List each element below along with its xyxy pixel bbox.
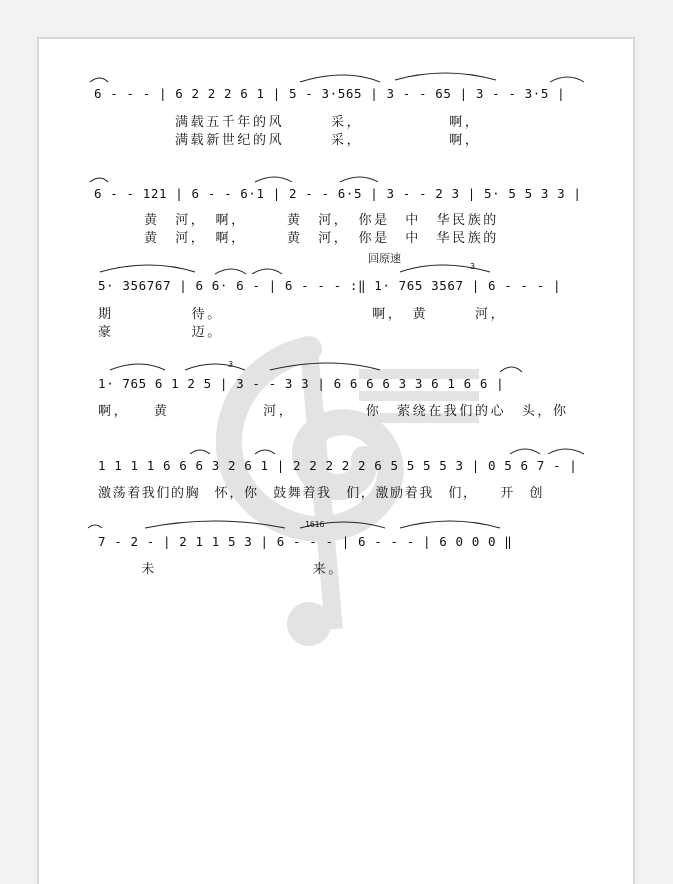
- notation-line: 7 - 2 - | 2 1 1 5 3 | 6 - - - | 6 - - - | 6 0 0 0 ‖: [98, 534, 513, 549]
- notation-line: 5· 356767 | 6 6· 6 - | 6 - - - :‖ 1· 765 3567 | 6 - - - |: [98, 278, 562, 293]
- tempo-marking: 回原速: [368, 252, 401, 265]
- triplet-mark: 3: [470, 262, 476, 271]
- lyric-line-2: 黄 河， 啊， 黄 河， 你是 中 华民族的: [144, 231, 499, 246]
- lyric-line-1: 期 待。 啊， 黄 河，: [98, 307, 507, 322]
- lyric-line-2: 豪 迈。: [98, 325, 223, 340]
- notation-line: 6 - - - | 6 2 2 2 6 1 | 5 - 3·565 | 3 - - 65 | 3 - - 3·5 |: [94, 86, 566, 101]
- notation-line: 1 1 1 1 6 6 6 3 2 6 1 | 2 2 2 2 2 6 5 5 5 5 3 | 0 5 6 7 - |: [98, 458, 578, 473]
- lyric-line-1: 满载五千年的风 采， 啊，: [175, 115, 481, 130]
- lyric-line-1: 黄 河， 啊， 黄 河， 你是 中 华民族的: [144, 213, 499, 228]
- lyric-line-1: 未 来。: [110, 562, 345, 577]
- lyric-line-1: 激荡着我们的胸 怀，你 鼓舞着我 们，激励着我 们， 开 创: [98, 486, 545, 501]
- lyric-line-1: 啊， 黄 河， 你 萦绕在我们的心 头，你: [98, 404, 569, 419]
- lyric-line-2: 满载新世纪的风 采， 啊，: [175, 133, 481, 148]
- triplet-mark: 3: [228, 360, 234, 369]
- notation-line: 6 - - 121 | 6 - - 6·1 | 2 - - 6·5 | 3 - - 2 3 | 5· 5 5 3 3 |: [94, 186, 582, 201]
- grace-notes: 1616: [305, 520, 325, 529]
- notation-line: 1· 765 6 1 2 5 | 3 - - 3 3 | 6 6 6 6 3 3 6 1 6 6 |: [98, 376, 505, 391]
